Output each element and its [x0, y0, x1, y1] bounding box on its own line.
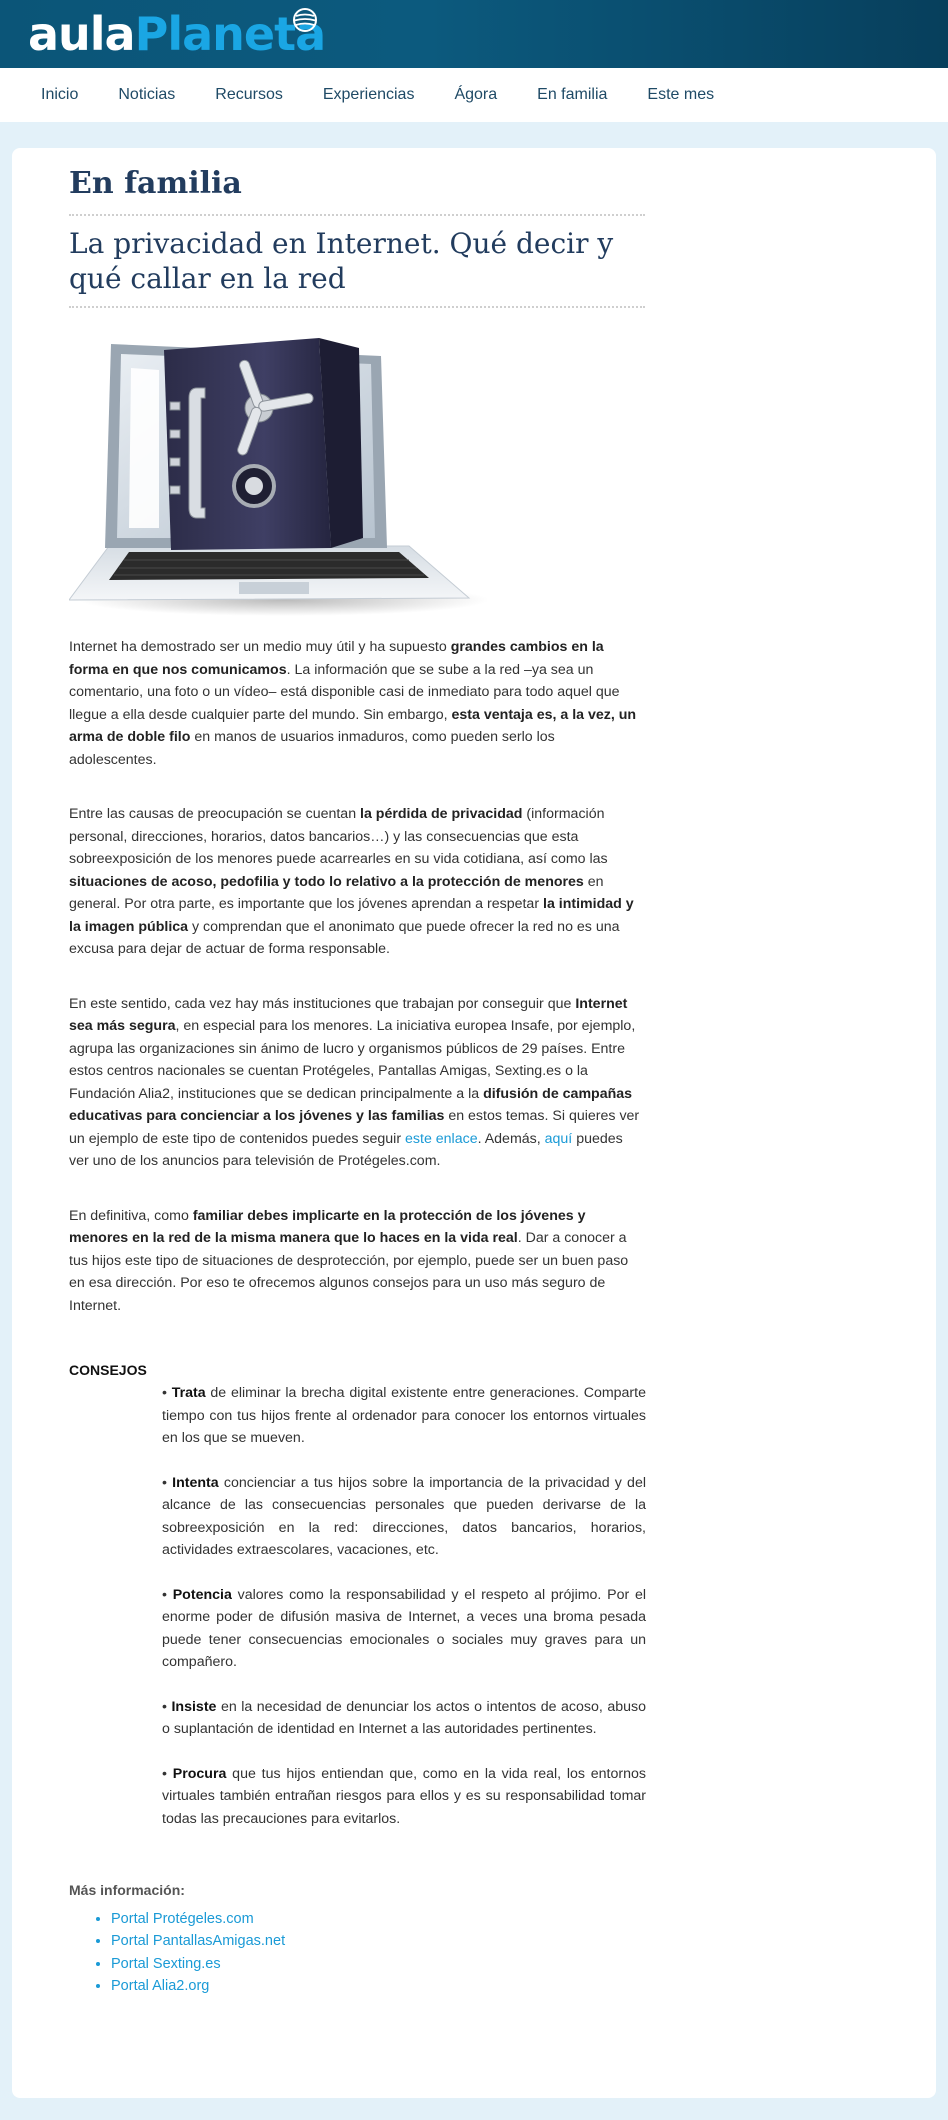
link-protegeles[interactable]: Portal Protégeles.com — [111, 1911, 254, 1927]
text: En este sentido, cada vez hay más instituciones que trabajan por conseguir que — [69, 995, 576, 1012]
laptop-safe-illustration — [69, 338, 487, 618]
link-alia2[interactable]: Portal Alia2.org — [111, 1977, 210, 1994]
bullet: • — [162, 1698, 172, 1715]
dotted-divider — [69, 306, 645, 308]
nav-item-agora[interactable]: Ágora — [454, 86, 498, 103]
text: . Además, — [477, 1130, 545, 1147]
text: (información personal, direcciones, horarios, datos bancarios…) y las consecuencias que esta sobreexposición de los menores puede acarrearles en su vida cotidiana, así como las — [69, 806, 608, 867]
globe-icon — [292, 7, 318, 33]
text: y comprendan que el anonimato que puede ofrecer la red no es una excusa para dejar de actuar de forma responsable. — [69, 918, 620, 957]
aqui-link[interactable]: aquí — [544, 1130, 573, 1147]
tip-item — [162, 1472, 646, 1562]
tip-keyword: Trata — [171, 1385, 206, 1401]
bullet: • — [162, 1765, 173, 1782]
nav-item-experiencias[interactable]: Experiencias — [322, 86, 415, 103]
article-content — [69, 156, 645, 1997]
dotted-divider — [69, 214, 645, 216]
content-card — [12, 148, 936, 2098]
bullet: • — [162, 1474, 173, 1491]
section-title: En familia — [69, 166, 242, 201]
consejos-heading: CONSEJOS — [69, 1362, 147, 1378]
bullet: • — [162, 1385, 172, 1401]
bold-text: grandes cambios en la forma en que nos comunicamos — [69, 639, 604, 678]
nav-item-recursos[interactable]: Recursos — [215, 86, 283, 103]
bold-text: esta ventaja es, a la vez, un arma de doble filo — [69, 706, 637, 745]
bold-text: difusión de campañas educativas para concienciar a los jóvenes y las familias — [69, 1085, 633, 1124]
bold-text: Internet sea más segura — [69, 995, 628, 1034]
tip-keyword: Intenta — [172, 1474, 219, 1491]
este-enlace-link[interactable]: este enlace — [405, 1130, 478, 1147]
tip-keyword: Potencia — [172, 1586, 232, 1603]
tip-text: concienciar a tus hijos sobre la importancia de la privacidad y del alcance de las consecuencias personales que pueden derivarse de la sobreexposición en la red: direcciones, datos bancarios, horarios, actividades extraescolares, vacaciones, etc. — [162, 1474, 646, 1558]
link-pantallasamigas[interactable]: Portal PantallasAmigas.net — [111, 1933, 286, 1950]
nav-item-este-mes[interactable]: Este mes — [647, 86, 715, 103]
bold-text: la intimidad y la imagen pública — [69, 896, 634, 935]
article-title: La privacidad en Internet. Qué decir y qué callar en la red — [69, 227, 614, 295]
nav-item-en-familia[interactable]: En familia — [537, 86, 608, 103]
logo-text-planeta: Planeta — [134, 7, 326, 61]
text: Entre las causas de preocupación se cuentan — [69, 806, 361, 822]
nav-item-inicio[interactable]: Inicio — [41, 86, 79, 103]
text: en general. Por otra parte, es importante que los jóvenes aprendan a respetar — [69, 873, 604, 912]
paragraph-1 — [69, 636, 645, 771]
more-info-list — [69, 1908, 645, 1997]
laptop-safe-image — [69, 338, 487, 618]
tip-item — [162, 1382, 646, 1450]
text: . La información que se sube a la red –ya sea un comentario, una foto o un vídeo– está disponible casi de inmediato para todo aquel que llegue a ella desde cualquier parte del mundo. Sin embargo, — [69, 661, 620, 723]
tip-item — [162, 1763, 646, 1831]
bold-text: familiar debes implicarte en la protección de los jóvenes y menores en la red de la misma manera que lo haces en la vida real — [69, 1207, 586, 1246]
site-header — [0, 0, 948, 68]
tip-item — [162, 1696, 646, 1741]
more-info-heading: Más información: — [69, 1882, 185, 1898]
tip-item — [162, 1584, 646, 1674]
list-item — [111, 1953, 645, 1975]
text: . Dar a conocer a tus hijos este tipo de situaciones de desprotección, por ejemplo, puede ser un buen paso en esa dirección. Por eso te ofrecemos algunos consejos para un uso más seguro de Internet. — [69, 1230, 629, 1314]
paragraph-2 — [69, 803, 645, 961]
list-item — [111, 1975, 645, 1997]
text: en manos de usuarios inmaduros, como pueden serlo los adolescentes. — [69, 729, 555, 768]
bullet: • — [162, 1586, 173, 1603]
list-item — [111, 1930, 645, 1952]
text: En definitiva, como — [69, 1207, 193, 1224]
tip-text: valores como la responsabilidad y el respeto al prójimo. Por el enorme poder de difusión masiva de Internet, a veces una broma pesada puede tener consecuencias emocionales o sociales muy graves para un compañero. — [162, 1586, 646, 1670]
logo-text-aula: aula — [28, 7, 135, 61]
list-item — [111, 1908, 645, 1930]
nav-item-noticias[interactable]: Noticias — [118, 86, 176, 103]
text: en estos temas. Si quieres ver un ejemplo de este tipo de contenidos puedes seguir — [69, 1108, 640, 1147]
tip-text: de eliminar la brecha digital existente entre generaciones. Comparte tiempo con tus hijos frente al ordenador para conocer los entornos virtuales en los que se mueven. — [162, 1385, 646, 1446]
main-nav — [0, 68, 948, 122]
text: , en especial para los menores. La iniciativa europea Insafe, por ejemplo, agrupa las organizaciones sin ánimo de lucro y organismos públicos de 29 países. Entre estos centros nacionales se cuentan Protégeles, Pantallas Amigas, Sexting.es o la Fundación Alia2, instituciones que se dedican principalmente a la — [69, 1018, 636, 1102]
tip-keyword: Procura — [172, 1765, 227, 1782]
link-sexting[interactable]: Portal Sexting.es — [111, 1955, 221, 1972]
tip-text: que tus hijos entiendan que, como en la vida real, los entornos virtuales también entrañan riesgos para ellos y es su responsabilidad tomar todas las precauciones para evitarlos. — [162, 1765, 646, 1827]
text: Internet ha demostrado ser un medio muy útil y ha supuesto — [69, 639, 451, 655]
paragraph-4 — [69, 1205, 645, 1318]
site-logo[interactable] — [28, 4, 325, 64]
paragraph-3 — [69, 993, 645, 1173]
tip-text: en la necesidad de denunciar los actos o intentos de acoso, abuso o suplantación de identidad en Internet a las autoridades pertinentes. — [162, 1698, 646, 1737]
text: puedes ver uno de los anuncios para televisión de Protégeles.com. — [69, 1130, 623, 1169]
bold-text: la pérdida de privacidad — [360, 806, 523, 822]
tip-keyword: Insiste — [171, 1698, 217, 1715]
bold-text: situaciones de acoso, pedofilia y todo lo relativo a la protección de menores — [69, 873, 584, 890]
